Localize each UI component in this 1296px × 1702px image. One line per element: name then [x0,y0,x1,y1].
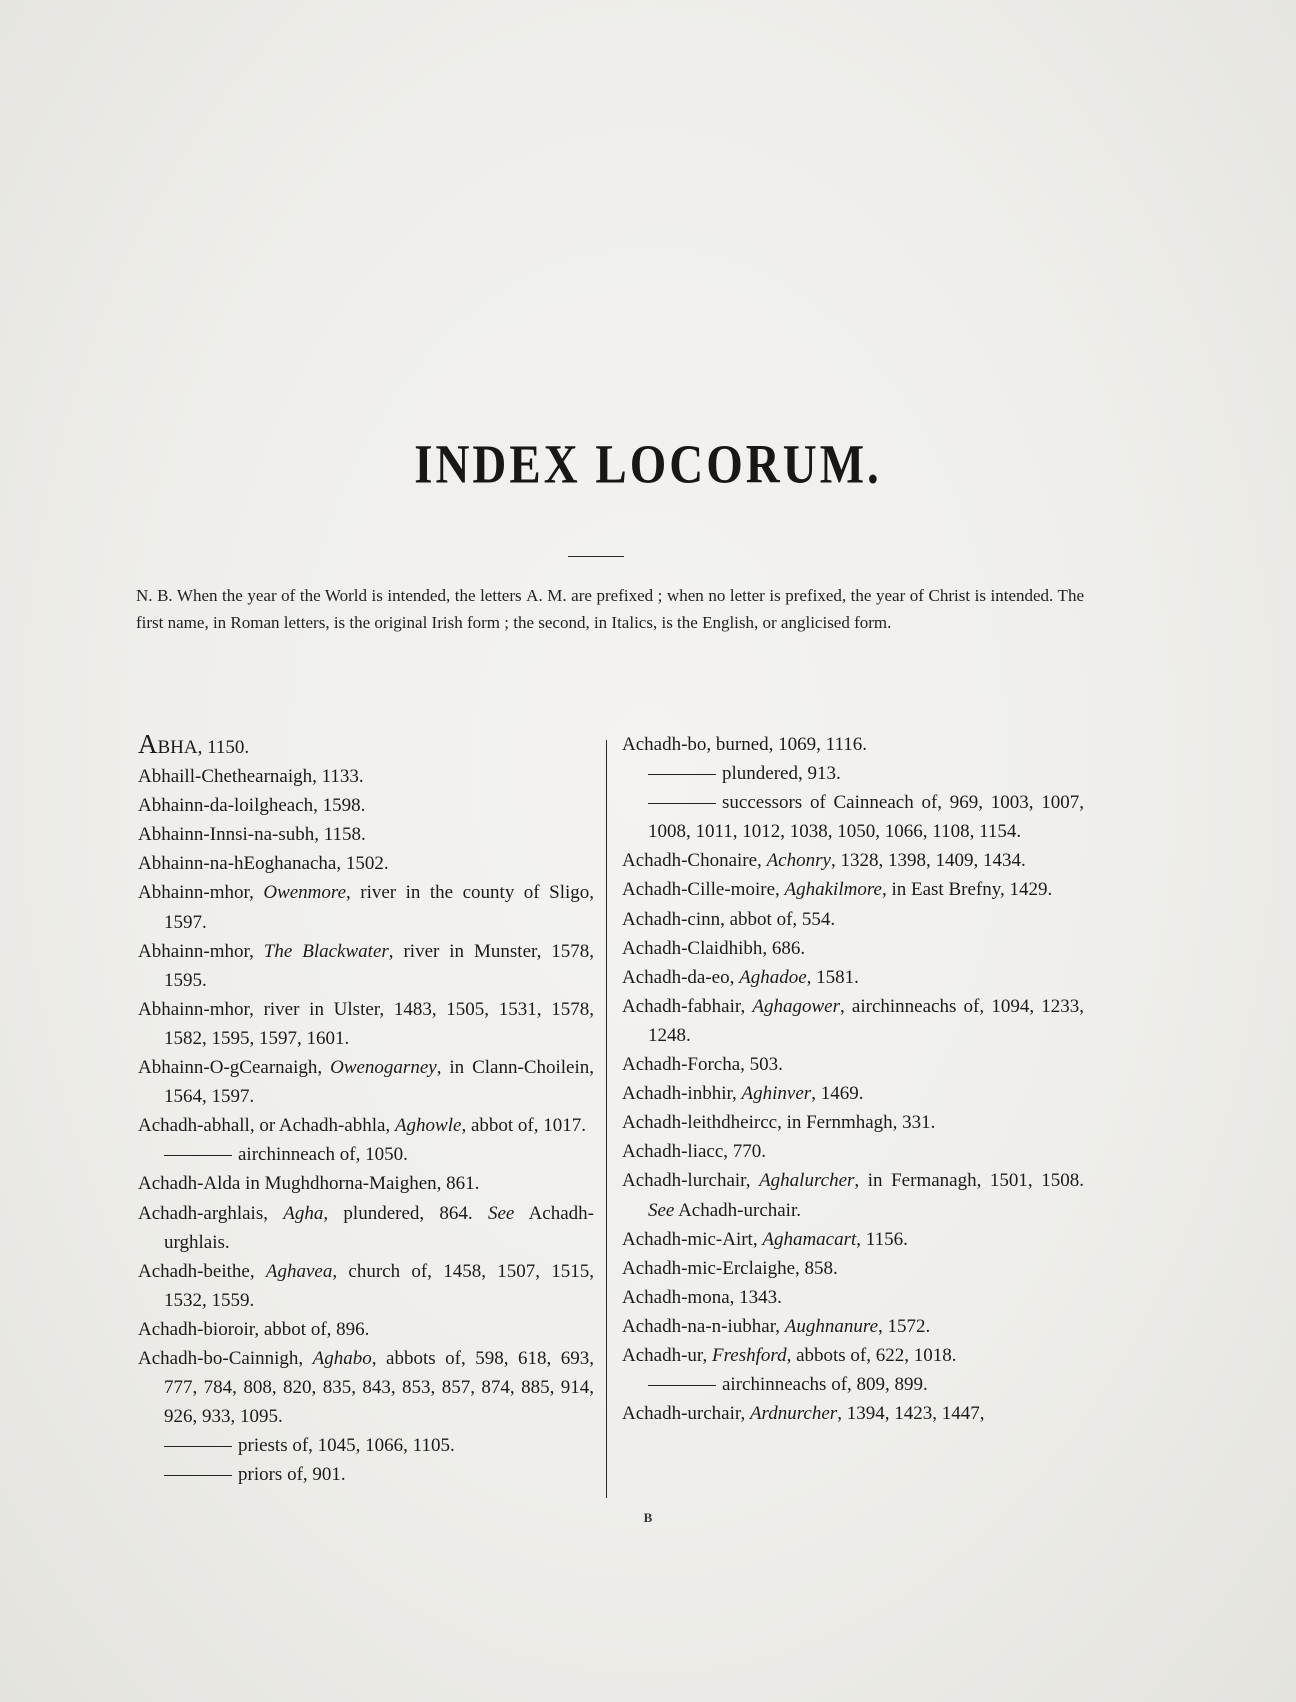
entry-text: Achadh-mic-Airt, [622,1228,763,1250]
entry-text: Achadh-da-eo, [622,966,740,988]
entry-text: Abhainn-mhor, [138,940,264,962]
anglicised-name: Aghabo [312,1347,372,1369]
anglicised-name: Aghagower [752,995,840,1017]
index-entry [138,849,594,878]
entry-text: , 1572. [878,1315,931,1337]
index-entry [622,934,1084,963]
index-entry [622,1312,1084,1341]
entry-text: Achadh-leithdheircc, in Fernmhagh, 331. [622,1112,936,1134]
anglicised-name: Aghalurcher [759,1170,855,1192]
index-entry [622,1108,1084,1137]
entry-text: , in East Brefny, 1429. [881,879,1053,901]
signature-mark: B [643,1510,653,1525]
note-am: A. M. [526,586,567,605]
entry-text: , plundered, 864. [323,1202,488,1224]
index-entry [138,791,594,820]
entry-text: , river in Munster, 1578, 1595. [164,940,595,991]
ditto-dash [648,803,716,804]
index-entry [622,905,1084,934]
index-entry [622,759,1084,788]
ditto-dash [164,1446,232,1447]
index-entry [138,1053,594,1111]
index-entry [622,1254,1084,1283]
index-entry [138,1460,594,1489]
index-entry [622,730,1084,759]
index-entry [138,1111,594,1140]
entry-text: , 1581. [806,966,859,988]
right-column [622,730,1084,1428]
note-text-part1: N. B. When the year of the World is intended, the letters [136,586,527,605]
entry-text: Achadh-cinn, abbot of, 554. [622,908,836,930]
ditto-dash [164,1475,232,1476]
index-entry [622,1050,1084,1079]
anglicised-name: Aughnanure [784,1315,879,1337]
index-entry [622,846,1084,875]
entry-text: , river in the county of Sligo, 1597. [164,882,594,933]
index-entry [138,1431,594,1460]
index-entry [138,1257,594,1315]
anglicised-name: See [487,1202,515,1224]
entry-text: Achadh-mona, 1343. [622,1286,782,1308]
entry-text: Achadh-Claidhibh, 686. [622,937,806,959]
index-entry [138,730,594,762]
anglicised-name: Ardnurcher [749,1403,838,1425]
entry-text: Achadh-arghlais, [138,1202,284,1224]
entry-text: , 1469. [811,1083,864,1105]
index-entry [622,1079,1084,1108]
anglicised-name: Aghinver [741,1083,812,1105]
index-entry [138,1140,594,1169]
index-entry [138,1315,594,1344]
entry-text: , in Clann-Choilein, 1564, 1597. [164,1057,595,1108]
index-entry [138,820,594,849]
index-entry [622,992,1084,1050]
index-entry [622,1283,1084,1312]
entry-text: , 1156. [856,1228,908,1250]
entry-text: Abhainn-mhor, river in Ulster, 1483, 1505, 1531, 1578, 1582, 1595, 1597, 1601. [138,998,594,1049]
entry-text: Abhainn-mhor, [138,882,264,904]
entry-text: , abbots of, 622, 1018. [786,1344,957,1366]
entry-text: Achadh-Chonaire, [622,850,767,872]
page-title: INDEX LOCORUM. [414,434,882,496]
anglicised-name: See [648,1199,675,1221]
entry-text: Achadh-Alda in Mughdhorna-Maighen, 861. [138,1173,480,1195]
anglicised-name: Owenmore [263,882,347,904]
entry-text: Achadh-urghlais. [164,1202,594,1253]
column-divider [606,740,607,1498]
entry-text: Abhainn-Innsi-na-subh, 1158. [138,824,366,846]
index-entry [622,1341,1084,1370]
entry-text: airchinneachs of, 809, 899. [722,1374,928,1396]
entry-text: , abbots of, 598, 618, 693, 777, 784, 808, 820, 835, 843, 853, 857, 874, 885, 914, 926, 933, 1095. [164,1347,595,1428]
entry-text: airchinneach of, 1050. [238,1144,408,1166]
entry-text: Achadh-liacc, 770. [622,1141,767,1163]
left-column [138,730,594,1489]
entry-text: Achadh-mic-Erclaighe, 858. [622,1257,838,1279]
anglicised-name: Aghamacart [762,1228,857,1250]
note-text-part2: are prefixed ; when no letter is prefixed, the year of Christ is intended. The first name, in Roman letters, is the original Irish form ; the second, in Italics, is the English, or anglicised form. [136,586,1084,632]
entry-text: Achadh-bioroir, abbot of, 896. [138,1318,370,1340]
anglicised-name: The Blackwater [263,940,389,962]
entry-text: BHA, 1150. [157,737,250,758]
entry-text: , abbot of, 1017. [461,1115,586,1137]
entry-text: Achadh-bo-Cainnigh, [138,1347,313,1369]
entry-text: , 1394, 1423, 1447, [837,1403,985,1425]
entry-text: priors of, 901. [238,1464,346,1486]
ditto-dash [648,774,716,775]
entry-text: Achadh-inbhir, [622,1083,742,1105]
entry-text: Abhainn-da-loilgheach, 1598. [138,795,366,817]
entry-text: Achadh-Forcha, 503. [622,1054,783,1076]
entry-text: Achadh-urchair. [674,1199,801,1221]
entry-text: Achadh-fabhair, [622,995,753,1017]
index-entry [622,963,1084,992]
index-entry [138,1344,594,1431]
index-entry [622,1370,1084,1399]
index-entry [622,1399,1084,1428]
anglicised-name: Aghowle [394,1115,462,1137]
index-entry [622,875,1084,904]
entry-text: , church of, 1458, 1507, 1515, 1532, 1559. [164,1260,594,1311]
title-rule [568,556,624,557]
entry-text: priests of, 1045, 1066, 1105. [238,1435,455,1457]
entry-text: Achadh-ur, [622,1344,712,1366]
entry-text: Achadh-Cille-moire, [622,879,785,901]
anglicised-name: Aghakilmore [784,879,882,901]
index-entry [622,1137,1084,1166]
entry-text: Achadh-beithe, [138,1260,266,1282]
entry-text: plundered, 913. [722,763,841,785]
index-entry [622,1166,1084,1224]
index-entry [138,937,594,995]
anglicised-name: Agha [283,1202,324,1224]
entry-text: , in Fermanagh, 1501, 1508. [854,1170,1084,1192]
index-entry [622,1225,1084,1254]
index-entry [138,1169,594,1198]
note-paragraph [136,582,1084,636]
anglicised-name: Owenogarney [330,1057,437,1079]
entry-text: Achadh-lurchair, [622,1170,760,1192]
entry-text: Abhaill-Chethearnaigh, 1133. [138,766,364,788]
entry-text: , airchinneachs of, 1094, 1233, 1248. [648,995,1084,1046]
entry-text: Achadh-urchair, [622,1403,750,1425]
entry-text: successors of Cainneach of, 969, 1003, 1007, 1008, 1011, 1012, 1038, 1050, 1066, 1108, 1154. [648,792,1084,843]
anglicised-name: Freshford [711,1344,787,1366]
entry-text: Achadh-abhall, or Achadh-abhla, [138,1115,395,1137]
entry-text: Achadh-na-n-iubhar, [622,1315,785,1337]
ditto-dash [164,1155,232,1156]
initial-letter: A [138,729,158,759]
anglicised-name: Aghadoe [739,966,807,988]
ditto-dash [648,1385,716,1386]
anglicised-name: Aghavea [265,1260,333,1282]
entry-text: Abhainn-O-gCearnaigh, [138,1057,331,1079]
index-entry [622,788,1084,846]
index-entry [138,995,594,1053]
entry-text: Achadh-bo, burned, 1069, 1116. [622,734,868,755]
entry-text: , 1328, 1398, 1409, 1434. [830,850,1026,872]
index-entry [138,762,594,791]
anglicised-name: Achonry [766,850,831,872]
index-entry [138,878,594,936]
index-entry [138,1199,594,1257]
entry-text: Abhainn-na-hEoghanacha, 1502. [138,853,389,875]
